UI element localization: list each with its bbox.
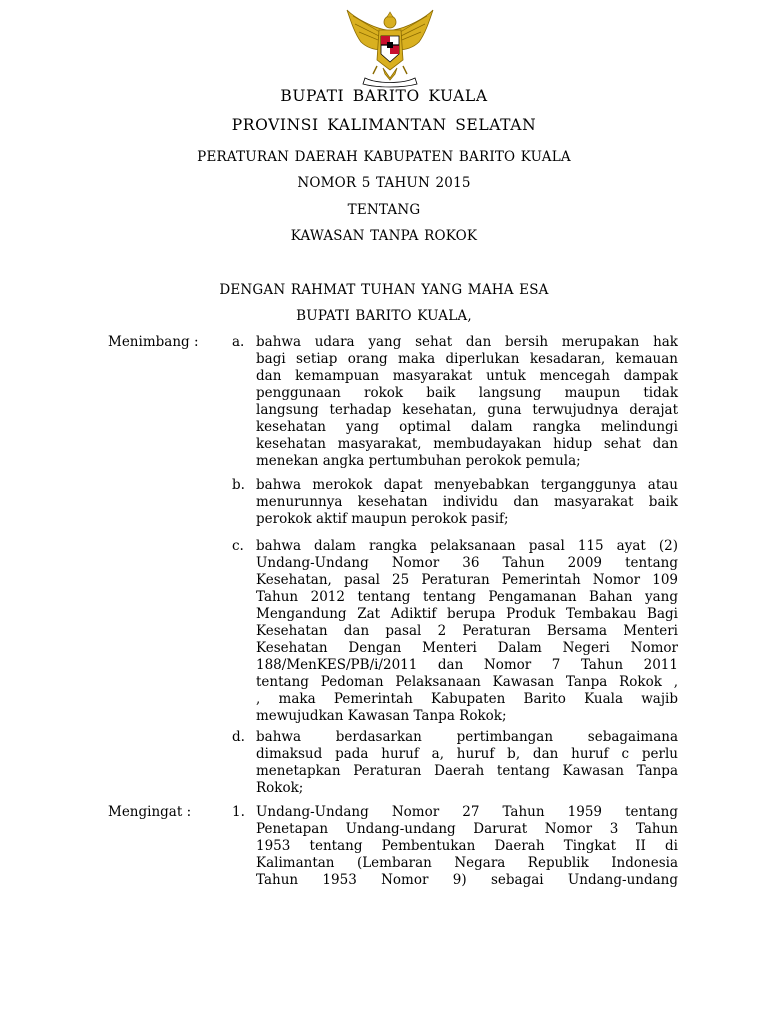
text-line: dimaksud pada huruf a, huruf b, dan huruf c perlu <box>256 746 678 762</box>
menimbang-item-b <box>256 477 678 528</box>
regulation-about: TENTANG <box>347 202 421 218</box>
text-line: kesehatan masyarakat, membudayakan hidup sehat dan <box>256 436 678 452</box>
item-marker: d. <box>232 729 245 745</box>
mengingat-label: Mengingat : <box>108 804 192 820</box>
text-line: Mengandung Zat Adiktif berupa Produk Tembakau Bagi <box>256 606 678 622</box>
text-line: Undang-Undang Nomor 27 Tahun 1959 tentang <box>256 804 678 820</box>
regent-title: BUPATI BARITO KUALA <box>280 87 488 105</box>
text-line: Kesehatan, pasal 25 Peraturan Pemerintah Nomor 109 <box>256 572 678 588</box>
text-line: kesehatan yang optimal dalam rangka melindungi <box>256 419 678 435</box>
province-title: PROVINSI KALIMANTAN SELATAN <box>231 116 537 134</box>
text-line: menurunnya kesehatan individu dan masyarakat baik <box>256 494 678 510</box>
text-line: bahwa merokok dapat menyebabkan terganggunya atau <box>256 477 678 493</box>
text-line: Kesehatan dan pasal 2 Peraturan Bersama Menteri <box>256 623 678 639</box>
text-line: Kalimantan (Lembaran Negara Republik Indonesia <box>256 855 678 871</box>
menimbang-label: Menimbang : <box>108 334 199 350</box>
menimbang-item-d <box>256 729 678 797</box>
text-line: 188/MenKES/PB/i/2011 dan Nomor 7 Tahun 2011 <box>256 657 678 673</box>
regulation-title: PERATURAN DAERAH KABUPATEN BARITO KUALA <box>197 149 571 165</box>
text-line: langsung terhadap kesehatan, guna terwujudnya derajat <box>256 402 678 418</box>
text-line: 1953 tentang Pembentukan Daerah Tingkat II di <box>256 838 678 854</box>
text-line: bahwa dalam rangka pelaksanaan pasal 115 ayat (2) <box>256 538 678 554</box>
text-line: Kesehatan Dengan Menteri Dalam Negeri Nomor <box>256 640 678 656</box>
item-marker: a. <box>232 334 245 350</box>
text-line: bahwa udara yang sehat dan bersih merupakan hak <box>256 334 678 350</box>
garuda-pancasila-emblem-icon <box>343 8 437 88</box>
text-line: Undang-Undang Nomor 36 Tahun 2009 tentang <box>256 555 678 571</box>
text-line: bahwa berdasarkan pertimbangan sebagaimana <box>256 729 678 745</box>
text-line: Penetapan Undang-undang Darurat Nomor 3 Tahun <box>256 821 678 837</box>
menimbang-item-a <box>256 334 678 470</box>
regulation-number: NOMOR 5 TAHUN 2015 <box>297 175 471 191</box>
text-line: Rokok; <box>256 780 304 796</box>
text-line: menekan angka pertumbuhan perokok pemula; <box>256 453 581 469</box>
text-line: mewujudkan Kawasan Tanpa Rokok; <box>256 708 507 724</box>
mengingat-item-1 <box>256 804 678 889</box>
text-line: perokok aktif maupun perokok pasif; <box>256 511 509 527</box>
text-line: menetapkan Peraturan Daerah tentang Kawasan Tanpa <box>256 763 678 779</box>
text-line: bagi setiap orang maka diperlukan kesadaran, kemauan <box>256 351 678 367</box>
text-line: Tahun 2012 tentang tentang Pengamanan Bahan yang <box>256 589 678 605</box>
text-line: tentang Pedoman Pelaksanaan Kawasan Tanpa Rokok , <box>256 674 678 690</box>
text-line: penggunaan rokok baik langsung maupun tidak <box>256 385 678 401</box>
menimbang-item-c <box>256 538 678 725</box>
item-marker: c. <box>232 538 244 554</box>
text-line: dan kemampuan masyarakat untuk mencegah dampak <box>256 368 678 384</box>
text-line: , maka Pemerintah Kabupaten Barito Kuala wajib <box>256 691 678 707</box>
text-line: Tahun 1953 Nomor 9) sebagai Undang-undang <box>256 872 678 888</box>
item-marker: 1. <box>232 804 245 820</box>
item-marker: b. <box>232 477 245 493</box>
regent-name: BUPATI BARITO KUALA, <box>296 308 472 324</box>
regulation-subject: KAWASAN TANPA ROKOK <box>290 228 478 244</box>
preamble: DENGAN RAHMAT TUHAN YANG MAHA ESA <box>219 282 549 298</box>
